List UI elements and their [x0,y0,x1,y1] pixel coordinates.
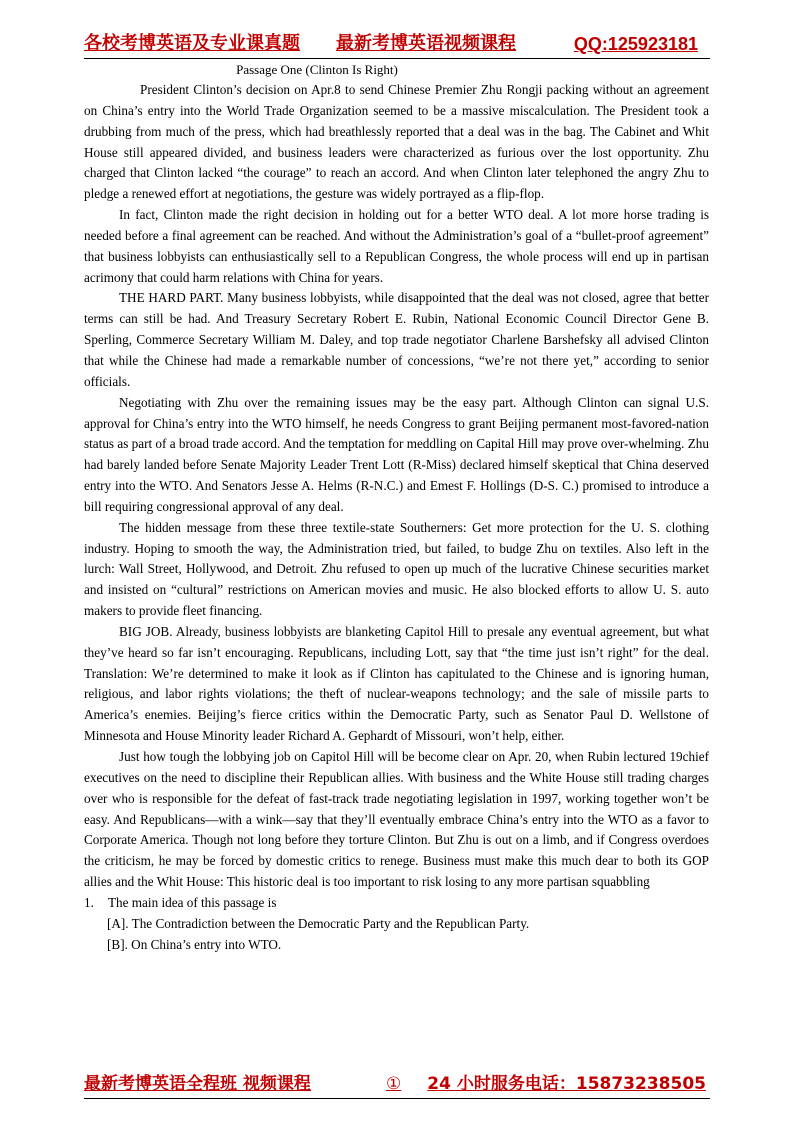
page-number-mark: ① [386,1074,402,1094]
page-header [84,32,710,58]
paragraph-2: In fact, Clinton made the right decision in holding out for a better WTO deal. A lot more horse trading is needed before a final agreement can be reached. And without the Administration’s goal of a “bullet-proof agreement” that business lobbyists can enthusiastically sell to a Republican Congress, the whole process will end up in partisan acrimony that could harm relations with China for years. [84,207,709,285]
page-footer [84,1072,710,1098]
header-left-link[interactable]: 各校考博英语及专业课真题 [84,33,300,54]
paragraph-6: BIG JOB. Already, business lobbyists are blanketing Capitol Hill to presale any eventual agreement, but what they’ve heard so far isn’t encouraging. Republicans, including Lott, say that “the time just isn’t right” for the deal. Translation: We’re determined to make it look as if Clinton has capitulated to the Chinese and is ignoring human, religious, and labor rights violations; the theft of nuclear-weapons technology; and the sale of missile parts to America’s enemies. Beijing’s fierce critics within the Democratic Party, such as Senator Paul D. Wellstone of Minnesota and House Minority leader Richard A. Gephardt of Missouri, won’t help, either. [84,623,709,744]
header-divider [84,58,710,59]
footer-phone: 24 小时服务电话：15873238505 [427,1074,706,1094]
option-b: [B]. On China’s entry into WTO. [107,936,282,952]
paragraph-5: The hidden message from these three textile-state Southerners: Get more protection for the U. S. clothing industry. Hoping to smooth the way, the Administration tried, but failed, to budge Zhu on textiles. Also left in the lurch: Wall Street, Hollywood, and Detroit. Zhu refused to open up much of the lucrative Chinese securities market and insisted on “cultural” restrictions on American movies and music. He also blocked efforts to allow U. S. auto makers to provide fleet financing. [84,519,709,619]
passage-body [84,80,709,955]
question-stem: The main idea of this passage is [108,894,277,910]
paragraph-7: Just how tough the lobbying job on Capitol Hill will be become clear on Apr. 20, when Rubin lectured 19chief executives on the need to discipline their Republican allies. With business and the White House still trading charges over who is responsible for the defeat of fast-track trade negotiating legislation in 1997, working together won’t be easy. And Republicans—with a wink—say that they’ll eventually embrace China’s entry into the WTO as a favor to Corporate America. Though not long before they torture Clinton. But Zhu is out on a limb, and if Congress overdoes the criticism, he may be forced by domestic critics to renege. Business must make this much dear to both its GOP allies and the Whit House: This historic deal is too important to risk losing to any more partisan squabbling [84,749,709,890]
paragraph-1: President Clinton’s decision on Apr.8 to send Chinese Premier Zhu Rongji packing without an agreement on China’s entry into the World Trade Organization seemed to be a massive miscalculation. The President took a drubbing from much of the press, which had breathlessly reported that a deal was in the bag. The Cabinet and Whit House still appeared divided, and business leaders were characterized as furious over the lost opportunity. Zhu charged that Clinton lacked “the courage” to reach an accord. And when Clinton later telephoned the angry Zhu to pledge a renewed effort at negotiations, the gesture was widely portrayed as a flip-flop. [84,82,709,202]
question-1 [84,893,709,914]
header-center-link[interactable]: 最新考博英语视频课程 [336,33,516,54]
footer-course-link[interactable]: 最新考博英语全程班 视频课程 [84,1074,311,1094]
option-a: [A]. The Contradiction between the Democratic Party and the Republican Party. [107,915,530,931]
footer-divider [84,1098,710,1099]
paragraph-3: THE HARD PART. Many business lobbyists, while disappointed that the deal was not closed, agree that better terms can still be had. And Treasury Secretary Robert E. Rubin, National Economic Council Director Gene B. Sperling, Commerce Secretary William M. Daley, and top trade negotiator Charlene Barshefsky all advised Clinton that while the Chinese had made a remarkable number of concessions, “we’re not there yet,” according to senior officials. [84,290,709,389]
passage-title: Passage One (Clinton Is Right) [236,62,398,77]
question-number: 1. [84,894,94,910]
paragraph-4: Negotiating with Zhu over the remaining issues may be the easy part. Although Clinton can signal U.S. approval for China’s entry into the WTO himself, he needs Congress to grant Beijing permanent most-favored-nation status as part of a broad trade accord. And the temptation for meddling on Capital Hill may prove over-whelming. Zhu had barely landed before Senate Majority Leader Trent Lott (R-Miss) declared himself skeptical that China deserved entry into the WTO. And Senators Jesse A. Helms (R-N.C.) and Emest F. Hollings (D-S. C.) promised to introduce a bill requiring congressional approval of any deal. [84,394,709,514]
header-qq-contact: QQ:125923181 [573,34,698,54]
